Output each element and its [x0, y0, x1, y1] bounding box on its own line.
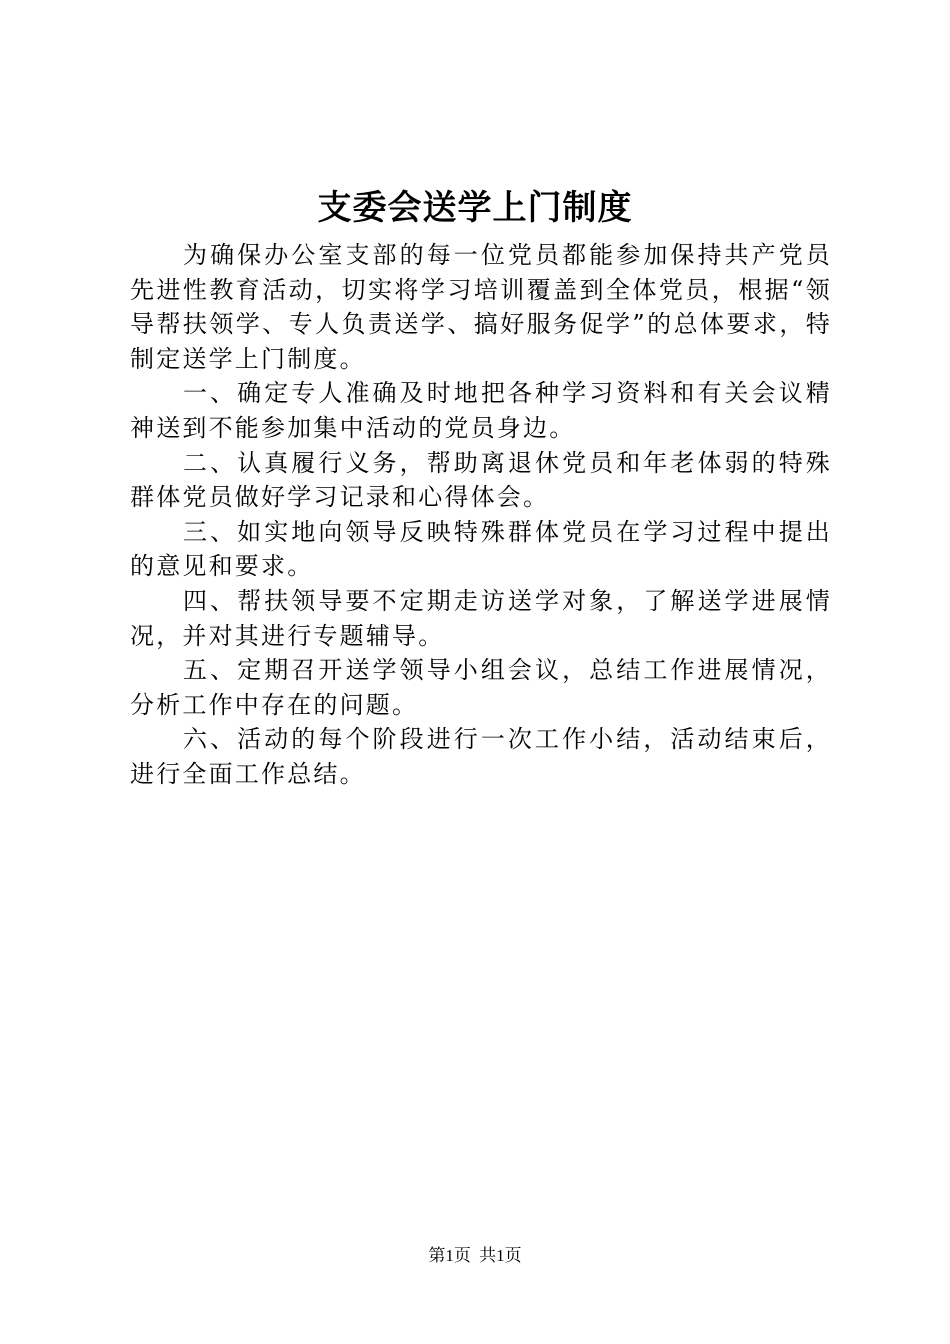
- paragraph-intro: 为确保办公室支部的每一位党员都能参加保持共产党员先进性教育活动，切实将学习培训覆盖到全体党员，根据“领导帮扶领学、专人负责送学、搞好服务促学”的总体要求，特制定送学上门制度。: [130, 241, 832, 373]
- page-footer: [0, 1244, 950, 1268]
- paragraph-item-6: 六、活动的每个阶段进行一次工作小结，活动结束后，进行全面工作总结。: [130, 725, 832, 788]
- paragraph-item-4: 四、帮扶领导要不定期走访送学对象，了解送学进展情况，并对其进行专题辅导。: [130, 586, 832, 650]
- paragraph-item-1: 一、确定专人准确及时地把各种学习资料和有关会议精神送到不能参加集中活动的党员身边。: [130, 379, 832, 442]
- paragraph-item-2: 二、认真履行义务，帮助离退休党员和年老体弱的特殊群体党员做好学习记录和心得体会。: [130, 448, 832, 512]
- paragraph-item-5: 五、定期召开送学领导小组会议，总结工作进展情况，分析工作中存在的问题。: [130, 656, 832, 719]
- page-number: 第1页: [428, 1246, 471, 1265]
- document-title: 支委会送学上门制度: [317, 188, 633, 228]
- page-total: 共1页: [479, 1246, 522, 1265]
- paragraph-item-3: 三、如实地向领导反映特殊群体党员在学习过程中提出的意见和要求。: [130, 517, 832, 581]
- document-body: [130, 238, 832, 792]
